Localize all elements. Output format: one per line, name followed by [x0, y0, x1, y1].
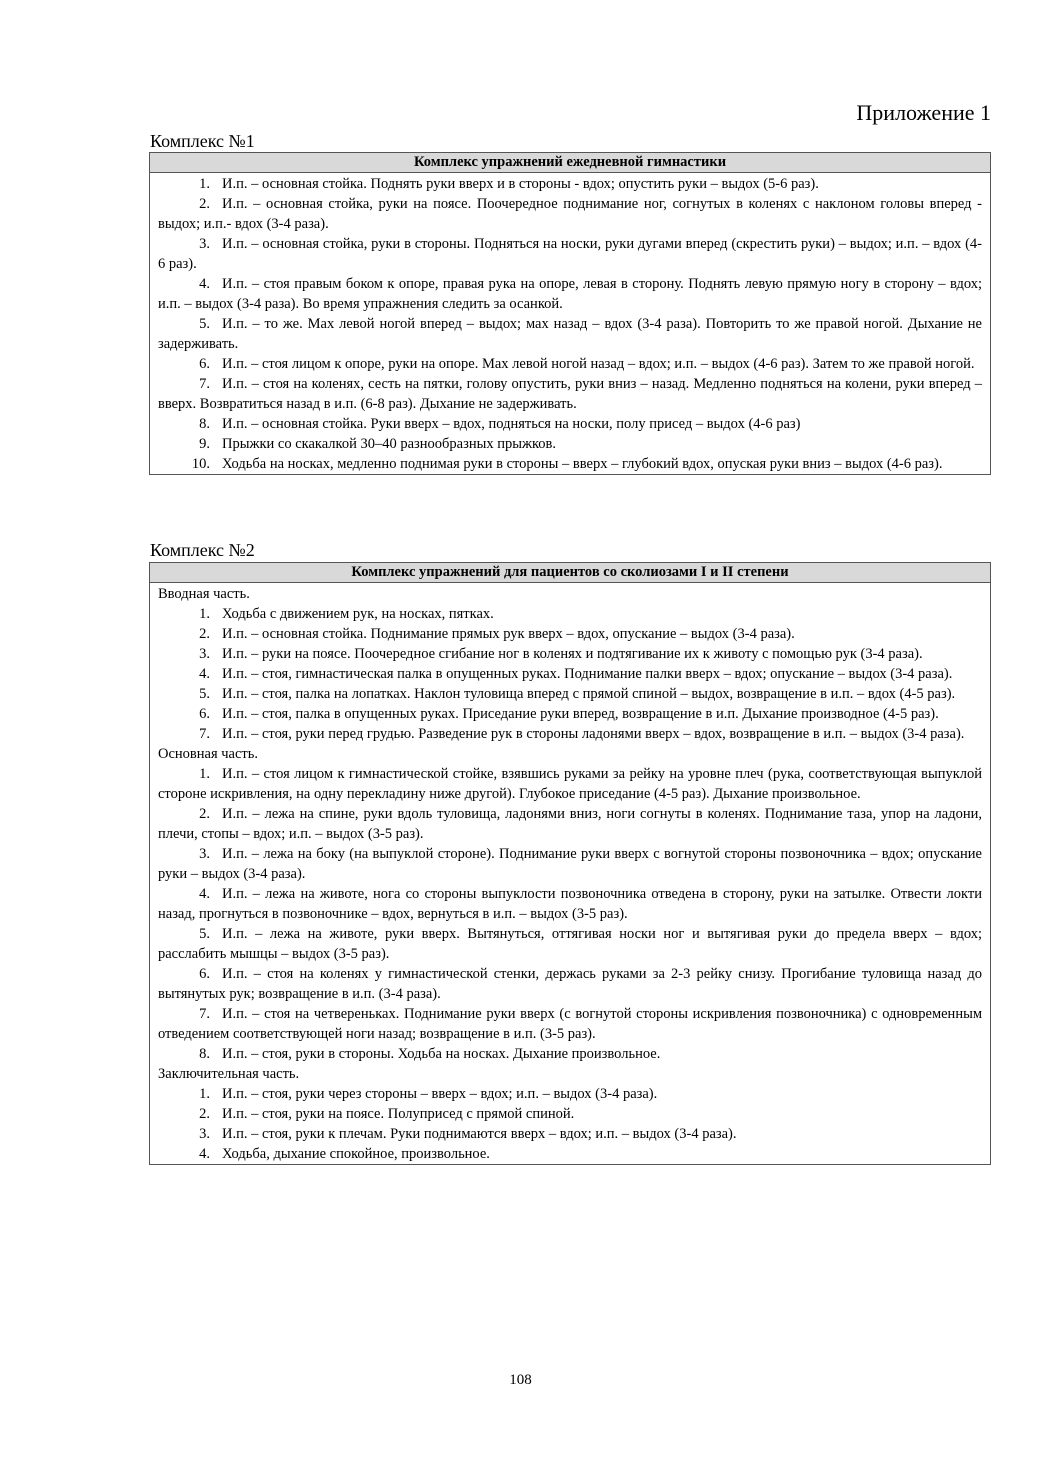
item-number: 1. [199, 606, 210, 622]
section-intro-label: Вводная часть. [158, 586, 250, 602]
item-number: 8. [199, 416, 210, 432]
item-text: Прыжки со скакалкой 30–40 разнообразных прыжков. [222, 436, 557, 452]
exercise-item [158, 924, 982, 964]
item-number: 1. [199, 1086, 210, 1102]
item-text: Ходьба с движением рук, на носках, пятках. [222, 606, 494, 622]
item-number: 9. [199, 436, 210, 452]
exercise-item [158, 234, 982, 274]
item-text: И.п. – лежа на спине, руки вдоль туловища, ладонями вниз, ноги согнуты в коленях. Поднимание таза, упор на ладони, плечи, стопы – вдох; и.п. – выдох (3-5 раз). [158, 806, 982, 842]
exercise-item [158, 664, 982, 684]
item-text: И.п. – лежа на животе, руки вверх. Вытянуться, оттягивая носки ног и вытягивая руки до предела вверх – вдох; расслабить мышцы – выдох (3-5 раз). [158, 926, 982, 962]
item-text: И.п. – стоя, палка на лопатках. Наклон туловища вперед с прямой спиной – выдох, возвращение в и.п. – вдох (4-5 раз). [222, 686, 956, 702]
item-number: 3. [199, 846, 210, 862]
item-text: И.п. – лежа на животе, нога со стороны выпуклости позвоночника отведена в сторону, руки на затылке. Отвести локти назад, прогнуться в позвоночнике – вдох, вернуться в и.п. – выдох (3-5 раз). [158, 886, 982, 922]
exercise-item [158, 644, 982, 664]
exercise-item [158, 964, 982, 1004]
complex-1-body [150, 173, 990, 474]
item-number: 3. [199, 1126, 210, 1142]
item-text: И.п. – стоя, руки на поясе. Полуприсед с прямой спиной. [222, 1106, 575, 1122]
item-text: И.п. – лежа на боку (на выпуклой стороне). Поднимание руки вверх с вогнутой стороны позвоночника – вдох; опускание руки – выдох (3-4 раза). [158, 846, 982, 882]
exercise-item [158, 454, 982, 474]
item-number: 4. [199, 666, 210, 682]
item-text: И.п. – стоя, руки перед грудью. Разведение рук в стороны ладонями вверх – вдох, возвращение в и.п. – выдох (3-4 раза). [222, 726, 965, 742]
exercise-item [158, 1004, 982, 1044]
item-text: И.п. – стоя, руки через стороны – вверх – вдох; и.п. – выдох (3-4 раза). [222, 1086, 658, 1102]
item-number: 2. [199, 196, 210, 212]
exercise-item [158, 684, 982, 704]
page-number: 108 [509, 1372, 532, 1388]
item-number: 7. [199, 1006, 210, 1022]
exercise-item [158, 174, 982, 194]
item-number: 2. [199, 806, 210, 822]
complex-1-table [149, 152, 991, 475]
item-text: И.п. – стоя правым боком к опоре, правая рука на опоре, левая в сторону. Поднять левую прямую ногу в сторону – вдох; и.п. – выдох (3-4 раза). Во время упражнения следить за осанкой. [158, 276, 982, 312]
exercise-item [158, 1144, 982, 1164]
item-number: 2. [199, 1106, 210, 1122]
item-number: 6. [199, 706, 210, 722]
exercise-item [158, 624, 982, 644]
item-text: Ходьба на носках, медленно поднимая руки в стороны – вверх – глубокий вдох, опуская руки вниз – выдох (4-6 раз). [222, 456, 943, 472]
complex-2-label: Комплекс №2 [150, 540, 255, 560]
item-number: 1. [199, 176, 210, 192]
complex-1-label: Комплекс №1 [150, 131, 255, 151]
item-number: 5. [199, 926, 210, 942]
exercise-item [158, 764, 982, 804]
item-text: И.п. – стоя на коленях, сесть на пятки, голову опустить, руки вниз – назад. Медленно подняться на колени, руки вперед – вверх. Возвратиться назад в и.п. (6-8 раз). Дыхание не задерживать. [158, 376, 982, 412]
section-main-label: Основная часть. [158, 746, 258, 762]
item-text: И.п. – стоя на четвереньках. Поднимание руки вверх (с вогнутой стороны искривления позвоночника) с одновременным отведением соответствующей ноги назад; возвращение в и.п. (3-5 раз). [158, 1006, 982, 1042]
complex-2-body [150, 583, 990, 1164]
item-text: И.п. – основная стойка, руки на поясе. Поочередное поднимание ног, согнутых в коленях с наклоном головы вперед - выдох; и.п.- вдох (3-4 раза). [158, 196, 982, 232]
item-text: И.п. – стоя лицом к опоре, руки на опоре. Мах левой ногой назад – вдох; и.п. – выдох (4-6 раз). Затем то же правой ногой. [222, 356, 975, 372]
exercise-item [158, 1124, 982, 1144]
exercise-item [158, 274, 982, 314]
item-number: 6. [199, 966, 210, 982]
exercise-item [158, 804, 982, 844]
exercise-item [158, 704, 982, 724]
exercise-item [158, 194, 982, 234]
item-text: И.п. – основная стойка, руки в стороны. Подняться на носки, руки дугами вперед (скрестить руки) – выдох; и.п. – вдох (4-6 раз). [158, 236, 982, 272]
item-text: И.п. – основная стойка. Поднять руки вверх и в стороны - вдох; опустить руки – выдох (5-6 раз). [222, 176, 819, 192]
exercise-item [158, 1044, 982, 1064]
item-text: И.п. – стоя, гимнастическая палка в опущенных руках. Поднимание палки вверх – вдох; опускание – выдох (3-4 раза). [222, 666, 953, 682]
item-number: 3. [199, 236, 210, 252]
exercise-item [158, 314, 982, 354]
item-number: 5. [199, 316, 210, 332]
item-text: И.п. – стоя, руки к плечам. Руки поднимаются вверх – вдох; и.п. – выдох (3-4 раза). [222, 1126, 737, 1142]
complex-2-table [149, 562, 991, 1165]
exercise-item [158, 414, 982, 434]
section-final-label: Заключительная часть. [158, 1066, 300, 1082]
item-text: И.п. – руки на поясе. Поочередное сгибание ног в коленях и подтягивание их к животу с помощью рук (3-4 раза). [222, 646, 923, 662]
exercise-item [158, 354, 982, 374]
item-text: И.п. – стоя, палка в опущенных руках. Приседание руки вперед, возвращение в и.п. Дыхание производное (4-5 раз). [222, 706, 939, 722]
item-text: И.п. – основная стойка. Поднимание прямых рук вверх – вдох, опускание – выдох (3-4 раза). [222, 626, 795, 642]
item-number: 4. [199, 1146, 210, 1162]
item-number: 8. [199, 1046, 210, 1062]
item-number: 2. [199, 626, 210, 642]
item-number: 7. [199, 726, 210, 742]
exercise-item [158, 844, 982, 884]
item-number: 4. [199, 276, 210, 292]
item-text: И.п. – основная стойка. Руки вверх – вдох, подняться на носки, полу присед – выдох (4-6 раз) [222, 416, 801, 432]
item-text: И.п. – стоя лицом к гимнастической стойке, взявшись руками за рейку на уровне плеч (рука, соответствующая выпуклой стороне искривления, на одну перекладину ниже другой). Глубокое приседание (4-5 раз). Дыхание произвольное. [158, 766, 982, 802]
appendix-title: Приложение 1 [856, 100, 991, 125]
item-text: И.п. – стоя, руки в стороны. Ходьба на носках. Дыхание произвольное. [222, 1046, 661, 1062]
item-number: 6. [199, 356, 210, 372]
item-text: И.п. – стоя на коленях у гимнастической стенки, держась руками за 2-3 рейку снизу. Прогибание туловища назад до вытянутых рук; возвращение в и.п. (3-4 раза). [158, 966, 982, 1002]
item-text: Ходьба, дыхание спокойное, произвольное. [222, 1146, 490, 1162]
exercise-item [158, 1104, 982, 1124]
item-number: 7. [199, 376, 210, 392]
exercise-item [158, 374, 982, 414]
item-number: 1. [199, 766, 210, 782]
exercise-item [158, 1084, 982, 1104]
exercise-item [158, 604, 982, 624]
exercise-item [158, 434, 982, 454]
item-text: И.п. – то же. Мах левой ногой вперед – выдох; мах назад – вдох (3-4 раза). Повторить то же правой ногой. Дыхание не задерживать. [158, 316, 982, 352]
complex-1-header: Комплекс упражнений ежедневной гимнастики [150, 153, 990, 173]
exercise-item [158, 884, 982, 924]
item-number: 10. [191, 456, 210, 472]
complex-2-header: Комплекс упражнений для пациентов со сколиозами I и II степени [150, 563, 990, 583]
item-number: 4. [199, 886, 210, 902]
item-number: 5. [199, 686, 210, 702]
exercise-item [158, 724, 982, 744]
item-number: 3. [199, 646, 210, 662]
